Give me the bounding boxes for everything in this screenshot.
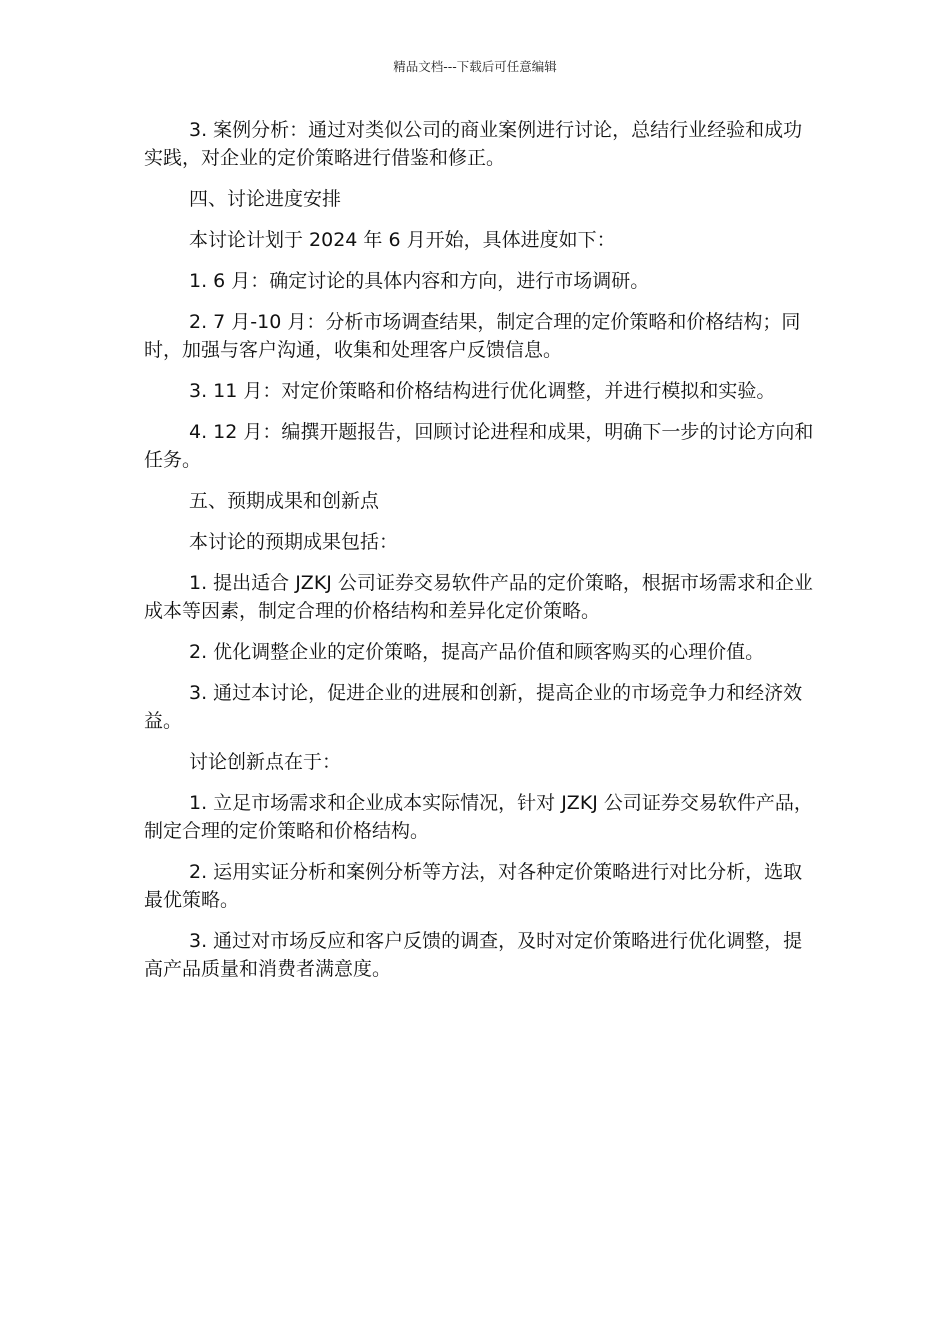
page-header: 精品文档---下载后可任意编辑 xyxy=(393,59,557,74)
section-heading-schedule: 四、讨论进度安排 xyxy=(189,188,342,210)
paragraph-schedule-june: 1. 6 月：确定讨论的具体内容和方向，进行市场调研。 xyxy=(189,270,650,292)
paragraph-innovation-1: 1. 立足市场需求和企业成本实际情况，针对 JZKJ 公司证券交易软件产品，制定合理的定价策略和价格结构。 xyxy=(144,792,813,842)
paragraph-innovation-2: 2. 运用实证分析和案例分析等方法，对各种定价策略进行对比分析，选取最优策略。 xyxy=(144,861,803,911)
paragraph-case-analysis: 3. 案例分析：通过对类似公司的商业案例进行讨论，总结行业经验和成功实践，对企业的定价策略进行借鉴和修正。 xyxy=(144,119,803,169)
paragraph-schedule-nov: 3. 11 月：对定价策略和价格结构进行优化调整，并进行模拟和实验。 xyxy=(189,380,776,402)
section-heading-outcomes: 五、预期成果和创新点 xyxy=(189,490,380,512)
paragraph-schedule-july-oct: 2. 7 月-10 月：分析市场调查结果，制定合理的定价策略和价格结构；同时，加强与客户沟通，收集和处理客户反馈信息。 xyxy=(144,311,801,361)
paragraph-outcome-2: 2. 优化调整企业的定价策略，提高产品价值和顾客购买的心理价值。 xyxy=(189,641,765,663)
paragraph-outcome-1: 1. 提出适合 JZKJ 公司证券交易软件产品的定价策略，根据市场需求和企业成本等因素，制定合理的价格结构和差异化定价策略。 xyxy=(144,572,813,622)
paragraph-innovation-intro: 讨论创新点在于： xyxy=(189,751,342,773)
paragraph-schedule-intro: 本讨论计划于 2024 年 6 月开始，具体进度如下： xyxy=(189,229,616,251)
document-body xyxy=(144,116,820,996)
paragraph-outcomes-intro: 本讨论的预期成果包括： xyxy=(189,531,399,553)
paragraph-outcome-3: 3. 通过本讨论，促进企业的进展和创新，提高企业的市场竞争力和经济效益。 xyxy=(144,682,803,732)
paragraph-schedule-dec: 4. 12 月：编撰开题报告，回顾讨论进程和成果，明确下一步的讨论方向和任务。 xyxy=(144,421,814,471)
paragraph-innovation-3: 3. 通过对市场反应和客户反馈的调查，及时对定价策略进行优化调整，提高产品质量和消费者满意度。 xyxy=(144,930,803,980)
